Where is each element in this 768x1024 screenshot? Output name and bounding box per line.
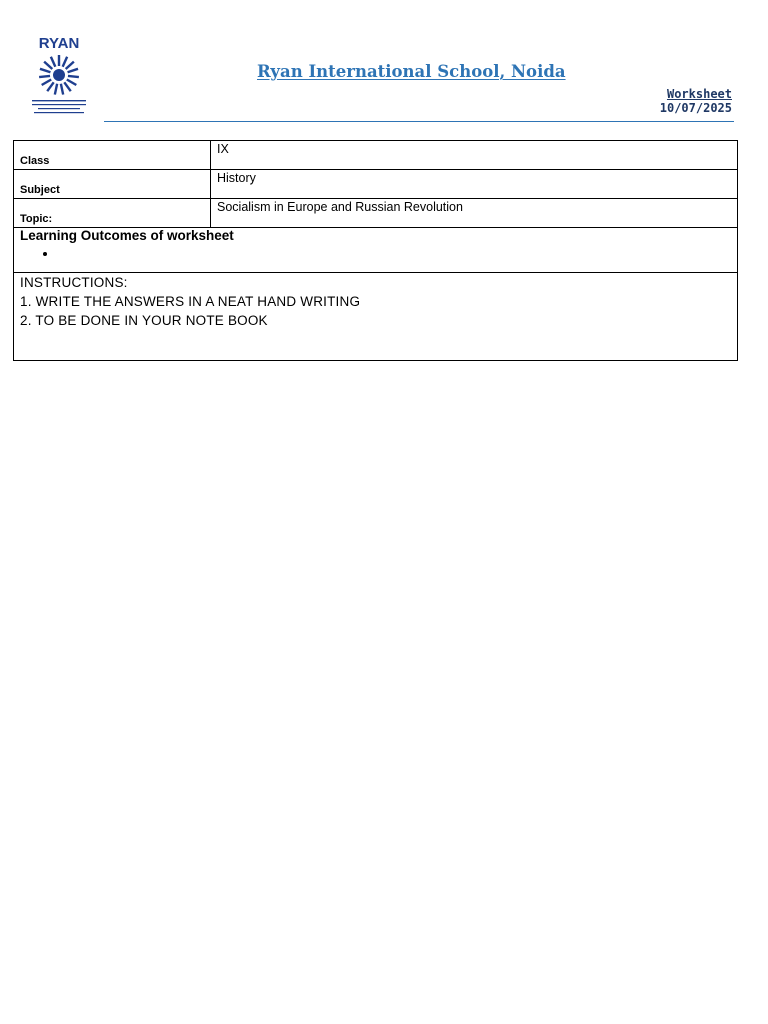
topic-value: Socialism in Europe and Russian Revolution <box>211 199 738 228</box>
topic-label: Topic: <box>14 199 211 228</box>
header-divider <box>104 121 734 122</box>
logo-sunburst-icon <box>39 55 79 95</box>
class-value: IX <box>211 141 738 170</box>
logo-wordmark: RYAN <box>38 35 80 52</box>
worksheet-info-table <box>13 140 738 361</box>
document-date: 10/07/2025 <box>659 101 732 115</box>
instruction-item: 2. TO BE DONE IN YOUR NOTE BOOK <box>20 313 268 328</box>
instructions-row <box>14 273 738 361</box>
school-logo <box>28 34 90 114</box>
school-name-heading: Ryan International School, Noida <box>257 62 566 81</box>
instructions-section <box>14 273 738 361</box>
class-row <box>14 141 738 170</box>
topic-row <box>14 199 738 228</box>
instructions-heading: INSTRUCTIONS: <box>20 275 128 290</box>
class-label: Class <box>14 141 211 170</box>
learning-outcome-item <box>58 246 731 262</box>
subject-label: Subject <box>14 170 211 199</box>
document-meta <box>660 87 732 115</box>
outcomes-row <box>14 228 738 273</box>
subject-row <box>14 170 738 199</box>
logo-emblem-icon <box>28 34 90 114</box>
subject-value: History <box>211 170 738 199</box>
document-type: Worksheet <box>666 87 732 101</box>
instruction-item: 1. WRITE THE ANSWERS IN A NEAT HAND WRITING <box>20 294 361 309</box>
learning-outcomes-section <box>14 228 738 273</box>
learning-outcomes-list <box>20 246 731 262</box>
learning-outcomes-title: Learning Outcomes of worksheet <box>20 228 234 243</box>
